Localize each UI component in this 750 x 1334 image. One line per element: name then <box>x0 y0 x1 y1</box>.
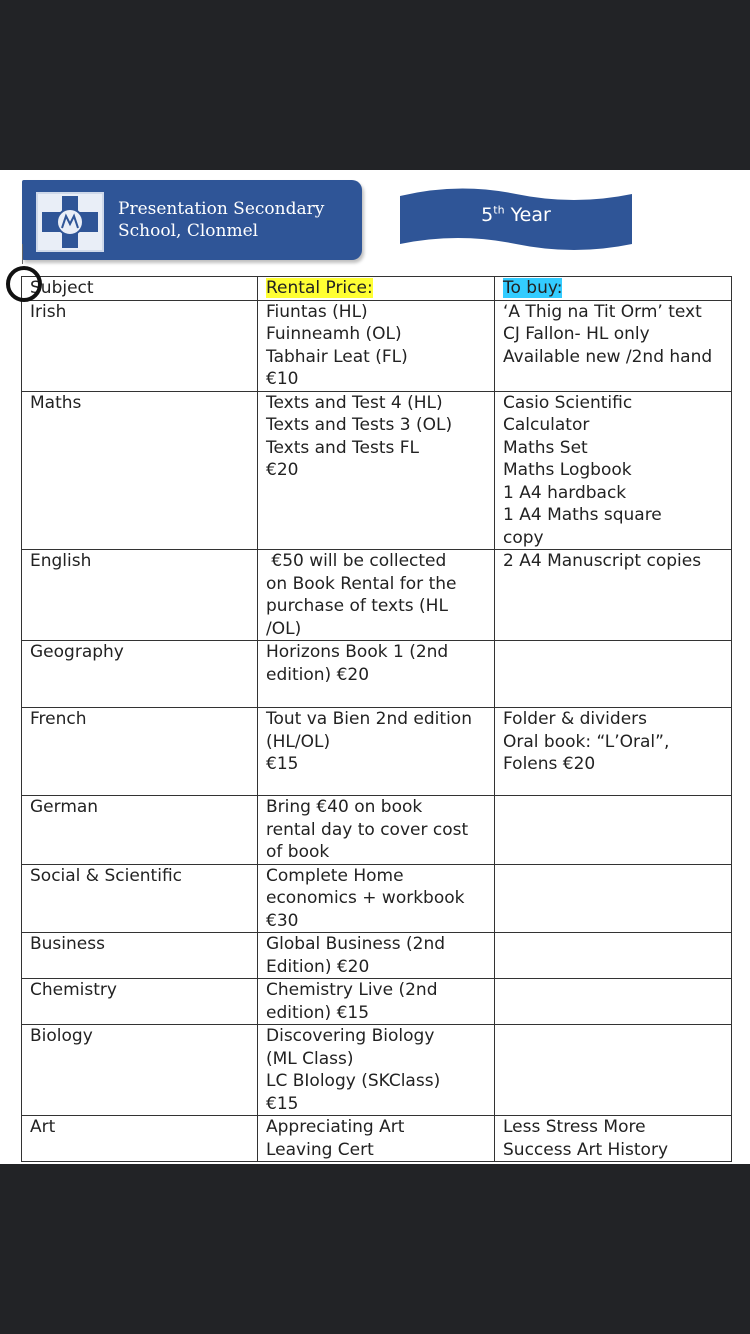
subject-label: Social & Scientific <box>30 865 183 886</box>
rental-line: of book <box>266 842 330 862</box>
rental-line: Complete Home <box>266 865 404 886</box>
buy-line: Folens €20 <box>503 754 596 774</box>
buy-cell <box>495 1116 732 1162</box>
buy-line: 1 A4 Maths square <box>503 505 662 525</box>
rental-line: €30 <box>266 910 299 931</box>
table-row <box>22 796 732 865</box>
header-buy: To buy: <box>495 277 732 301</box>
rental-cell <box>258 300 495 391</box>
rental-line: Edition) €20 <box>266 956 370 977</box>
rental-line: Global Business (2nd <box>266 934 446 954</box>
rental-line: Bring €40 on book <box>266 797 423 817</box>
table-header-row <box>22 277 732 301</box>
rental-line: on Book Rental for the <box>266 573 457 594</box>
subject-label: Maths <box>30 392 82 413</box>
subject-label: French <box>30 709 87 729</box>
subject-label: Business <box>30 934 105 954</box>
rental-line: edition) €20 <box>266 664 370 685</box>
table-row <box>22 1025 732 1116</box>
buy-line: copy <box>503 527 544 548</box>
buy-line: Maths Set <box>503 437 588 458</box>
buy-cell <box>495 641 732 708</box>
buy-line: Calculator <box>503 415 590 435</box>
subject-cell <box>22 391 258 550</box>
buy-line: Available new /2nd hand <box>503 346 713 367</box>
buy-line: Maths Logbook <box>503 460 632 480</box>
subject-cell <box>22 300 258 391</box>
header-subject: Subject <box>22 277 258 301</box>
rental-line: Chemistry Live (2nd <box>266 980 438 1000</box>
table-row <box>22 300 732 391</box>
rental-line: edition) €15 <box>266 1002 370 1023</box>
bottom-dark-bar <box>0 1164 750 1334</box>
rental-cell <box>258 550 495 641</box>
rental-cell <box>258 641 495 708</box>
subject-cell <box>22 933 258 979</box>
rental-line: Texts and Tests 3 (OL) <box>266 415 453 435</box>
rental-line: Horizons Book 1 (2nd <box>266 642 449 662</box>
subject-cell <box>22 708 258 796</box>
school-name: Presentation Secondary School, Clonmel <box>118 199 325 241</box>
buy-line: Oral book: “L’Oral”, <box>503 731 670 752</box>
rental-cell <box>258 864 495 933</box>
rental-line: Tabhair Leat (FL) <box>266 346 408 367</box>
buy-cell <box>495 979 732 1025</box>
buy-line: Success Art History <box>503 1139 669 1160</box>
subject-cell <box>22 641 258 708</box>
rental-line: €20 <box>266 460 299 480</box>
rental-line: LC BIology (SKClass) <box>266 1071 441 1091</box>
buy-line: CJ Fallon- HL only <box>503 324 650 344</box>
document-page <box>0 170 750 1164</box>
school-crest-logo <box>36 192 104 252</box>
buy-line: ‘A Thig na Tit Orm’ text <box>503 301 702 322</box>
year-banner <box>400 188 632 250</box>
buy-cell <box>495 708 732 796</box>
school-banner <box>22 180 362 260</box>
buy-line: Less Stress More <box>503 1117 646 1137</box>
subject-cell <box>22 864 258 933</box>
table-row <box>22 550 732 641</box>
subject-label: Chemistry <box>30 980 117 1000</box>
subject-label: Biology <box>30 1026 93 1046</box>
rental-line: purchase of texts (HL <box>266 596 448 616</box>
top-dark-bar <box>0 0 750 170</box>
subject-label: German <box>30 797 99 817</box>
book-list-table <box>21 276 732 1162</box>
rental-line: Texts and Tests FL <box>266 437 420 458</box>
subject-cell <box>22 979 258 1025</box>
rental-line: €15 <box>266 1093 299 1114</box>
table-row <box>22 641 732 708</box>
rental-cell <box>258 1116 495 1162</box>
rental-cell <box>258 708 495 796</box>
subject-label: Art <box>30 1117 56 1137</box>
subject-label: Irish <box>30 301 67 322</box>
table-row <box>22 1116 732 1162</box>
rental-line: €50 will be collected <box>266 551 447 571</box>
divider-line <box>22 244 23 264</box>
rental-line: Leaving Cert <box>266 1139 374 1160</box>
subject-label: English <box>30 551 92 571</box>
table-row <box>22 391 732 550</box>
table-row <box>22 979 732 1025</box>
rental-line: (HL/OL) <box>266 731 331 752</box>
buy-line: 2 A4 Manuscript copies <box>503 551 702 571</box>
year-label: 5th Year <box>481 203 551 226</box>
rental-line: €10 <box>266 369 299 389</box>
rental-cell <box>258 933 495 979</box>
rental-line: €15 <box>266 754 299 774</box>
subject-label: Geography <box>30 642 124 662</box>
rental-line: /OL) <box>266 618 302 639</box>
header-rental: Rental Price: <box>258 277 495 301</box>
rental-line: (ML Class) <box>266 1048 354 1069</box>
rental-cell <box>258 1025 495 1116</box>
rental-line: Discovering Biology <box>266 1026 435 1046</box>
buy-line: 1 A4 hardback <box>503 482 627 503</box>
rental-line: economics + workbook <box>266 888 465 908</box>
buy-cell <box>495 796 732 865</box>
rental-line: rental day to cover cost <box>266 819 469 840</box>
subject-cell <box>22 796 258 865</box>
rental-cell <box>258 979 495 1025</box>
subject-cell <box>22 1025 258 1116</box>
table-row <box>22 864 732 933</box>
table-row <box>22 708 732 796</box>
rental-line: Fuinneamh (OL) <box>266 324 402 344</box>
subject-cell <box>22 550 258 641</box>
table-row <box>22 933 732 979</box>
buy-cell <box>495 864 732 933</box>
rental-line: Texts and Test 4 (HL) <box>266 392 443 413</box>
subject-cell <box>22 1116 258 1162</box>
buy-cell <box>495 550 732 641</box>
rental-line: Fiuntas (HL) <box>266 301 368 322</box>
rental-line: Appreciating Art <box>266 1117 405 1137</box>
buy-line: Casio Scientific <box>503 392 633 413</box>
cursor-ring-icon <box>6 266 42 302</box>
buy-cell <box>495 1025 732 1116</box>
buy-line: Folder & dividers <box>503 709 647 729</box>
buy-cell <box>495 933 732 979</box>
buy-cell <box>495 300 732 391</box>
rental-cell <box>258 796 495 865</box>
rental-line: Tout va Bien 2nd edition <box>266 709 472 729</box>
table-body <box>22 300 732 1162</box>
buy-cell <box>495 391 732 550</box>
rental-cell <box>258 391 495 550</box>
